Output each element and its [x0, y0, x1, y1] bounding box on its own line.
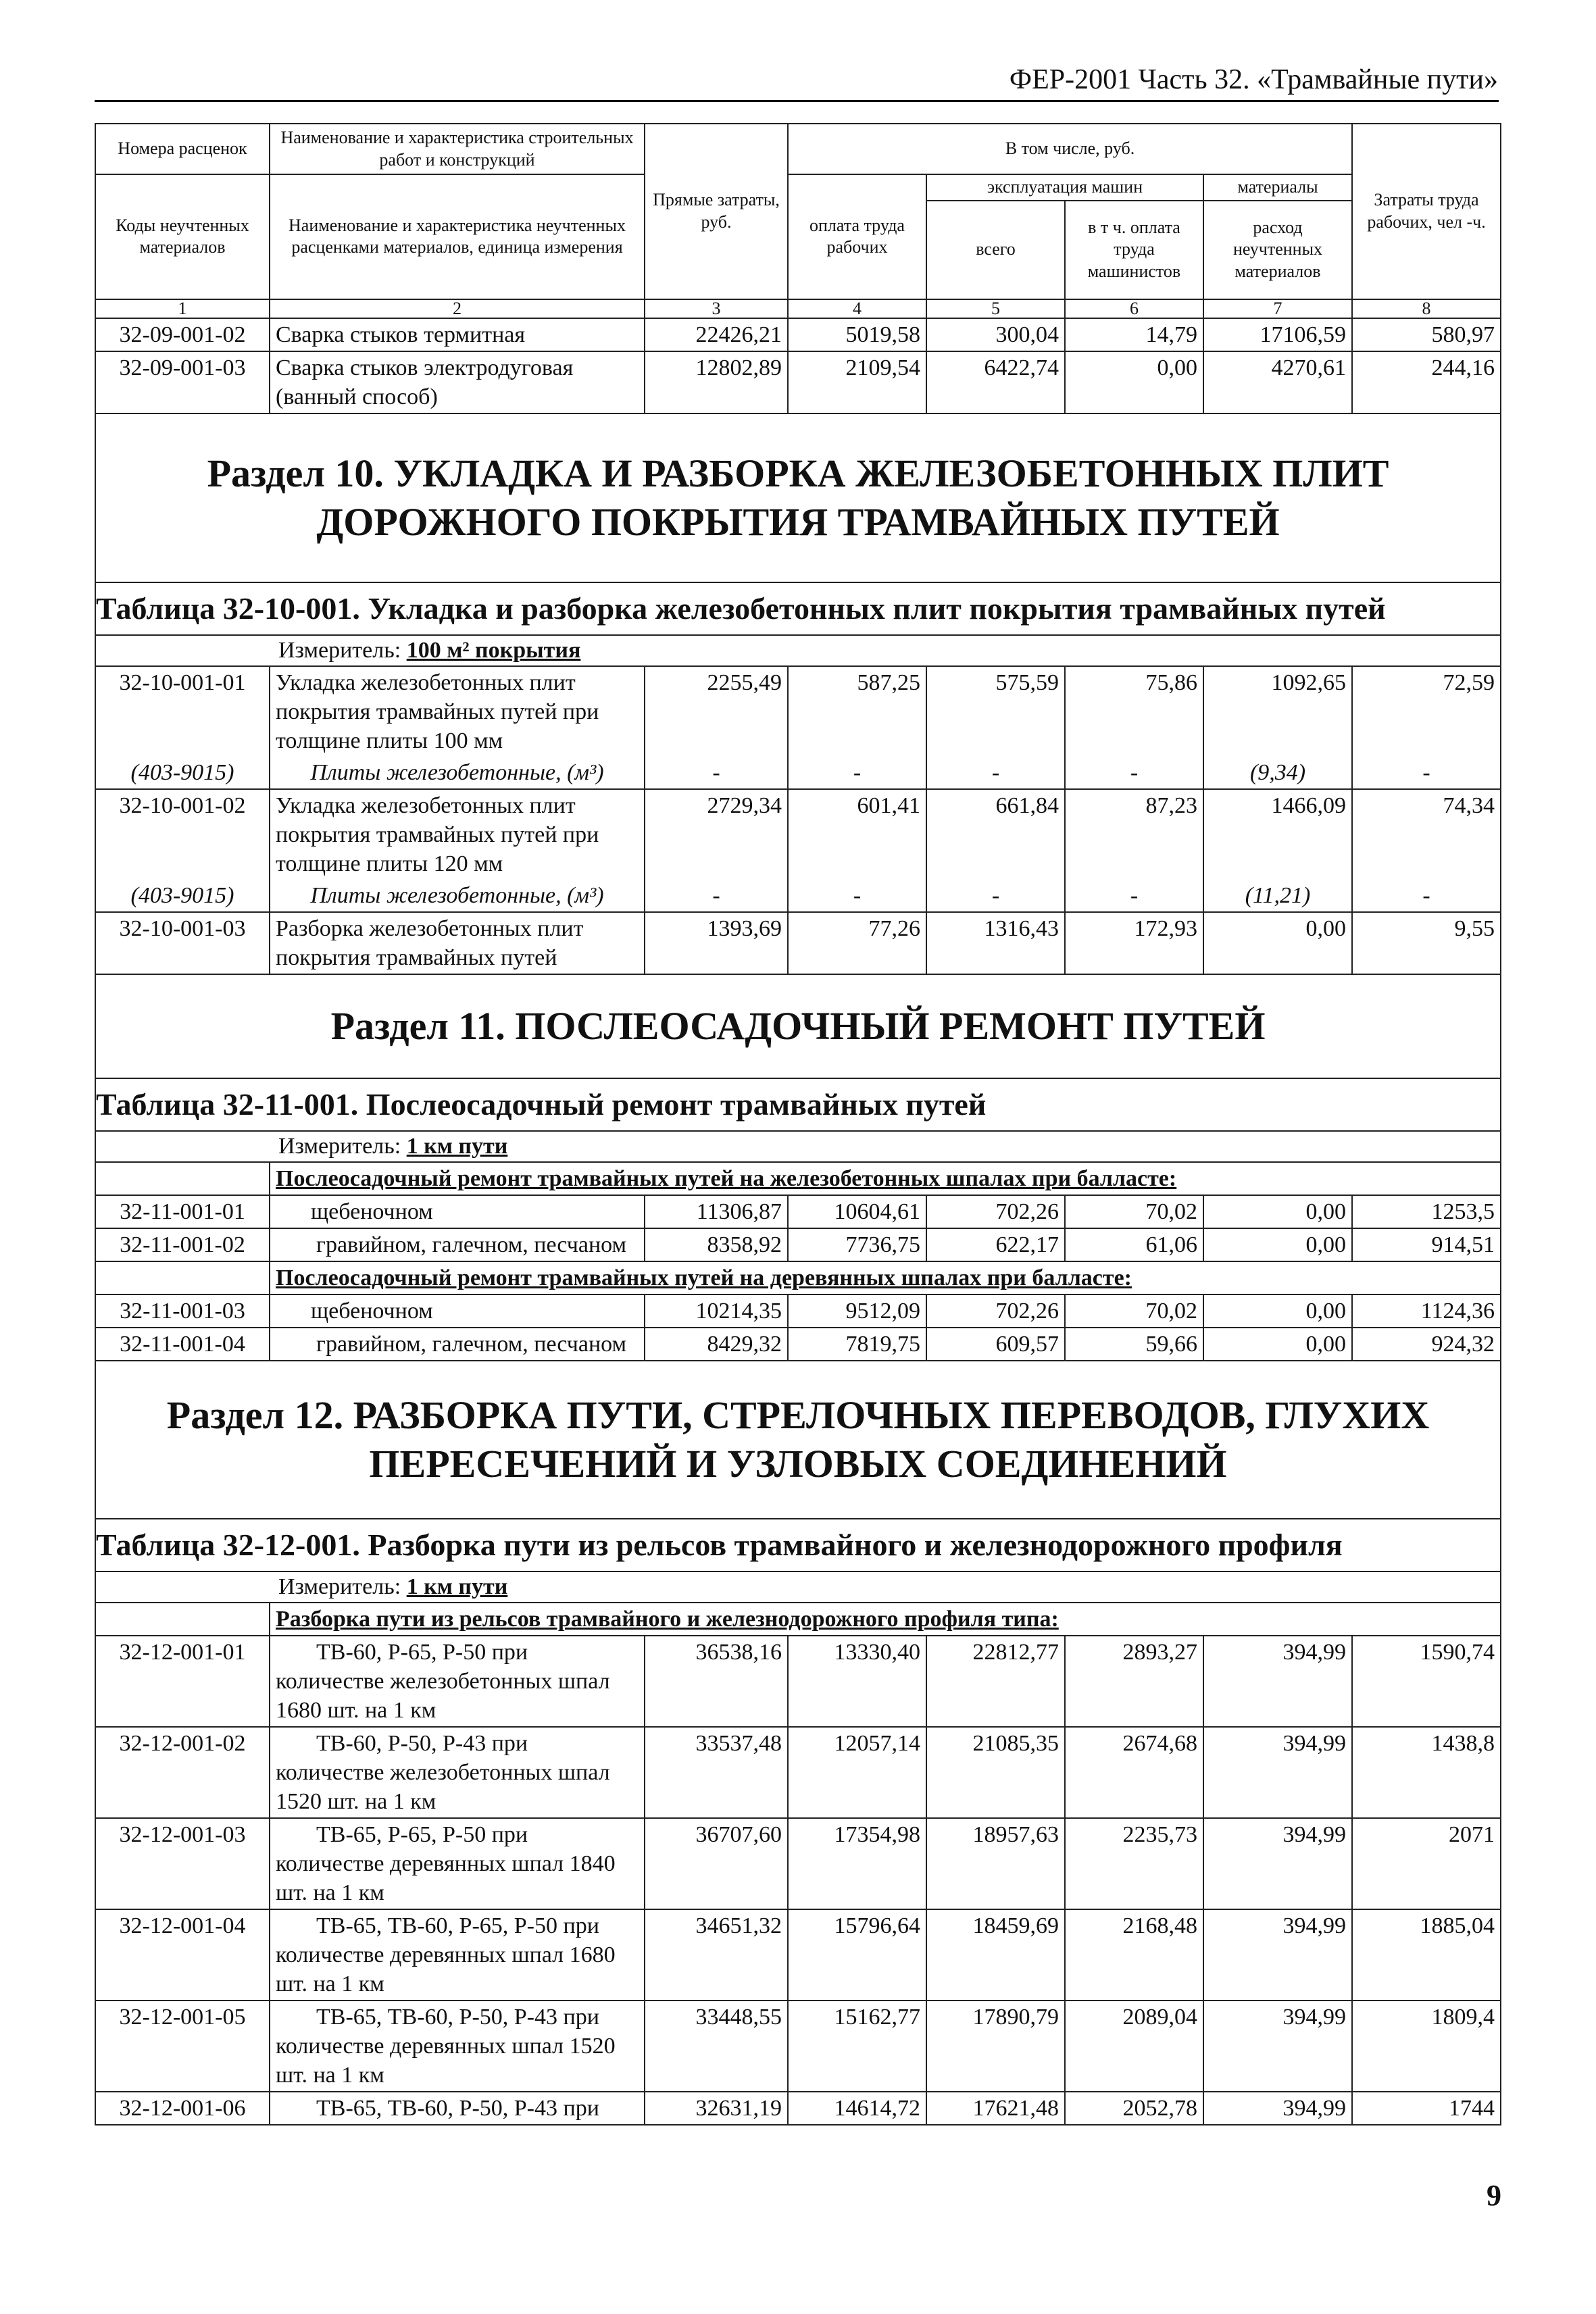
column-numbers [95, 299, 1501, 318]
table-header [95, 124, 1501, 299]
page-number: 9 [1487, 2179, 1501, 2212]
value-cell: 1744 [1352, 2092, 1501, 2125]
column-number: 2 [270, 299, 645, 318]
work-name: ТВ-65, ТВ-60, Р-50, Р-43 при [270, 2092, 645, 2125]
column-number: 4 [788, 299, 926, 318]
work-name: щебеночном [270, 1195, 645, 1228]
column-number: 3 [645, 299, 788, 318]
value-cell: 61,06 [1065, 1228, 1203, 1261]
value-cell: 10214,35 [645, 1294, 788, 1328]
value-cell: 244,16 [1352, 351, 1501, 413]
rate-code: 32-12-001-05 [95, 2001, 270, 2092]
table-title: Таблица 32-12-001. Разборка пути из рельсов трамвайного и железнодорожного профиля [95, 1519, 1501, 1571]
rate-code: 32-11-001-03 [95, 1294, 270, 1328]
rate-code: 32-11-001-01 [95, 1195, 270, 1228]
value-cell: 1466,09 [1203, 789, 1352, 880]
table-row [95, 318, 1501, 351]
value-cell: - [1065, 880, 1203, 912]
value-cell: - [1065, 757, 1203, 789]
work-name: гравийном, галечном, песчаном [270, 1328, 645, 1361]
value-cell: 9,55 [1352, 912, 1501, 974]
value-cell: 70,02 [1065, 1195, 1203, 1228]
rate-code: 32-09-001-02 [95, 318, 270, 351]
header-cell: Наименование и характеристика строительных работ и конструкций [270, 124, 645, 174]
rate-code: 32-10-001-01 [95, 666, 270, 757]
header-rule [95, 100, 1499, 102]
value-cell: 1092,65 [1203, 666, 1352, 757]
table-row [95, 1636, 1501, 1727]
value-cell: 587,25 [788, 666, 926, 757]
table-row [95, 789, 1501, 880]
value-cell: 72,59 [1352, 666, 1501, 757]
rate-code: 32-12-001-02 [95, 1727, 270, 1818]
value-cell: 21085,35 [926, 1727, 1065, 1818]
rate-code: 32-11-001-02 [95, 1228, 270, 1261]
material-name: Плиты железобетонные, (м³) [270, 880, 645, 912]
value-cell: 8429,32 [645, 1328, 788, 1361]
header-cell: Затраты труда рабочих, чел -ч. [1352, 124, 1501, 299]
rate-code: 32-10-001-03 [95, 912, 270, 974]
value-cell: 13330,40 [788, 1636, 926, 1727]
value-cell: 12057,14 [788, 1727, 926, 1818]
header-cell: эксплуатация машин [927, 175, 1203, 201]
value-cell: 75,86 [1065, 666, 1203, 757]
value-cell: 1885,04 [1352, 1909, 1501, 2001]
value-cell: - [788, 880, 926, 912]
group-caption: Послеосадочный ремонт трамвайных путей на деревянных шпалах при балласте: [270, 1261, 1501, 1294]
value-cell: 22812,77 [926, 1636, 1065, 1727]
header-cell: расход неучтенных материалов [1232, 217, 1323, 281]
value-cell: - [645, 757, 788, 789]
header-cell: Номера расценок [95, 124, 270, 174]
value-cell: 17890,79 [926, 2001, 1065, 2092]
work-name: Укладка железобетонных плит покрытия трамвайных путей при толщине плиты 100 мм [270, 666, 645, 757]
value-cell: 2071 [1352, 1818, 1501, 1909]
header-cell: Коды неучтенных материалов [95, 174, 270, 299]
value-cell: 2109,54 [788, 351, 926, 413]
table-row [95, 1328, 1501, 1361]
value-cell: 172,93 [1065, 912, 1203, 974]
table-row [95, 2092, 1501, 2125]
column-number: 5 [926, 299, 1065, 318]
table-row [95, 1195, 1501, 1228]
value-cell: 0,00 [1065, 351, 1203, 413]
norms-table [95, 123, 1501, 2126]
value-cell: 924,32 [1352, 1328, 1501, 1361]
work-name: Сварка стыков электродуговая (ванный способ) [270, 351, 645, 413]
value-cell: 394,99 [1203, 2092, 1352, 2125]
value-cell: 702,26 [926, 1195, 1065, 1228]
value-cell: 2235,73 [1065, 1818, 1203, 1909]
value-cell: 4270,61 [1203, 351, 1352, 413]
value-cell: 2089,04 [1065, 2001, 1203, 2092]
value-cell: 1590,74 [1352, 1636, 1501, 1727]
material-code: (403-9015) [95, 880, 270, 912]
value-cell: 22426,21 [645, 318, 788, 351]
machines-subheader [927, 175, 1203, 299]
measure-line [95, 1571, 1501, 1603]
value-cell: 1124,36 [1352, 1294, 1501, 1328]
value-cell: 2255,49 [645, 666, 788, 757]
column-number: 1 [95, 299, 270, 318]
table-row [95, 351, 1501, 413]
value-cell: 10604,61 [788, 1195, 926, 1228]
header-cell [1203, 174, 1352, 299]
value-cell: 59,66 [1065, 1328, 1203, 1361]
value-cell: 300,04 [926, 318, 1065, 351]
value-cell: 394,99 [1203, 1727, 1352, 1818]
work-name: ТВ-65, ТВ-60, Р-65, Р-50 при количестве деревянных шпал 1680 шт. на 1 км [270, 1909, 645, 2001]
value-cell: 77,26 [788, 912, 926, 974]
value-cell: 2052,78 [1065, 2092, 1203, 2125]
value-cell: 33537,48 [645, 1727, 788, 1818]
value-cell: 2893,27 [1065, 1636, 1203, 1727]
value-cell: 1253,5 [1352, 1195, 1501, 1228]
table-row [95, 1727, 1501, 1818]
rate-code: 32-12-001-03 [95, 1818, 270, 1909]
group-caption: Послеосадочный ремонт трамвайных путей на железобетонных шпалах при балласте: [270, 1162, 1501, 1195]
value-cell: 18459,69 [926, 1909, 1065, 2001]
value-cell: 914,51 [1352, 1228, 1501, 1261]
table-row [95, 666, 1501, 757]
table-title: Таблица 32-10-001. Укладка и разборка железобетонных плит покрытия трамвайных путей [95, 582, 1501, 635]
value-cell: 661,84 [926, 789, 1065, 880]
value-cell: 1316,43 [926, 912, 1065, 974]
value-cell: 74,34 [1352, 789, 1501, 880]
value-cell: 5019,58 [788, 318, 926, 351]
value-cell: 70,02 [1065, 1294, 1203, 1328]
measure-label: Измеритель: [278, 1133, 401, 1159]
header-cell: оплата труда рабочих [788, 174, 926, 299]
work-name: гравийном, галечном, песчаном [270, 1228, 645, 1261]
value-cell: 601,41 [788, 789, 926, 880]
header-cell: материалы [1204, 175, 1351, 201]
section11 [95, 974, 1501, 1162]
measure-label: Измеритель: [278, 637, 401, 663]
value-cell: 2674,68 [1065, 1727, 1203, 1818]
value-cell: 17354,98 [788, 1818, 926, 1909]
value-cell: 7819,75 [788, 1328, 926, 1361]
value-cell: - [926, 757, 1065, 789]
material-code: (403-9015) [95, 757, 270, 789]
work-name: щебеночном [270, 1294, 645, 1328]
header-cell: В том числе, руб. [788, 124, 1352, 174]
value-cell: 17621,48 [926, 2092, 1065, 2125]
table-title: Таблица 32-11-001. Послеосадочный ремонт трамвайных путей [95, 1078, 1501, 1131]
value-cell: 33448,55 [645, 2001, 788, 2092]
value-cell: 34651,32 [645, 1909, 788, 2001]
header-cell: Прямые затраты, руб. [645, 124, 788, 299]
value-cell: 11306,87 [645, 1195, 788, 1228]
table-row [95, 1909, 1501, 2001]
value-cell: 702,26 [926, 1294, 1065, 1328]
work-name: Укладка железобетонных плит покрытия трамвайных путей при толщине плиты 120 мм [270, 789, 645, 880]
value-cell: (9,34) [1203, 757, 1352, 789]
value-cell: 18957,63 [926, 1818, 1065, 1909]
header-cell: в т ч. оплата труда машинистов [1087, 217, 1181, 281]
value-cell: 0,00 [1203, 1228, 1352, 1261]
work-name: ТВ-65, ТВ-60, Р-50, Р-43 при количестве деревянных шпал 1520 шт. на 1 км [270, 2001, 645, 2092]
value-cell: 8358,92 [645, 1228, 788, 1261]
work-name: ТВ-60, Р-50, Р-43 при количестве железобетонных шпал 1520 шт. на 1 км [270, 1727, 645, 1818]
measure-label: Измеритель: [278, 1574, 401, 1599]
measure-value: 1 км пути [406, 1574, 508, 1599]
value-cell: 32631,19 [645, 2092, 788, 2125]
value-cell: 9512,09 [788, 1294, 926, 1328]
column-number: 8 [1352, 299, 1501, 318]
value-cell: 0,00 [1203, 912, 1352, 974]
value-cell: 1809,4 [1352, 2001, 1501, 2092]
value-cell: 394,99 [1203, 1818, 1352, 1909]
work-name: ТВ-60, Р-65, Р-50 при количестве железобетонных шпал 1680 шт. на 1 км [270, 1636, 645, 1727]
table-row [95, 2001, 1501, 2092]
section-title: Раздел 11. ПОСЛЕОСАДОЧНЫЙ РЕМОНТ ПУТЕЙ [95, 974, 1501, 1078]
group-caption: Разборка пути из рельсов трамвайного и железнодорожного профиля типа: [270, 1603, 1501, 1636]
work-name: ТВ-65, Р-65, Р-50 при количестве деревянных шпал 1840 шт. на 1 км [270, 1818, 645, 1909]
value-cell: 6422,74 [926, 351, 1065, 413]
section11-rows [95, 1162, 1501, 1361]
value-cell: - [1352, 880, 1501, 912]
column-number: 7 [1203, 299, 1352, 318]
header-cell [926, 174, 1203, 299]
materials-subheader [1204, 175, 1351, 299]
section10 [95, 413, 1501, 666]
table-row [95, 1818, 1501, 1909]
value-cell: 394,99 [1203, 2001, 1352, 2092]
value-cell: 575,59 [926, 666, 1065, 757]
value-cell: - [645, 880, 788, 912]
value-cell: 15162,77 [788, 2001, 926, 2092]
measure-line [95, 1131, 1501, 1162]
value-cell: 0,00 [1203, 1195, 1352, 1228]
header-cell: всего [927, 201, 1065, 299]
value-cell: 14,79 [1065, 318, 1203, 351]
measure-value: 100 м² покрытия [406, 637, 581, 663]
value-cell: 394,99 [1203, 1636, 1352, 1727]
table-row [95, 1228, 1501, 1261]
value-cell: 580,97 [1352, 318, 1501, 351]
value-cell: 36538,16 [645, 1636, 788, 1727]
value-cell: 87,23 [1065, 789, 1203, 880]
value-cell: - [926, 880, 1065, 912]
rate-code: 32-09-001-03 [95, 351, 270, 413]
rate-code: 32-12-001-06 [95, 2092, 270, 2125]
measure-value: 1 км пути [406, 1133, 508, 1159]
section10-rows [95, 666, 1501, 974]
column-number: 6 [1065, 299, 1203, 318]
value-cell: (11,21) [1203, 880, 1352, 912]
value-cell: 36707,60 [645, 1818, 788, 1909]
value-cell: 0,00 [1203, 1328, 1352, 1361]
value-cell: 14614,72 [788, 2092, 926, 2125]
value-cell: 15796,64 [788, 1909, 926, 2001]
material-row [95, 880, 1501, 912]
value-cell: 2729,34 [645, 789, 788, 880]
work-name: Сварка стыков термитная [270, 318, 645, 351]
section-title: Раздел 12. РАЗБОРКА ПУТИ, СТРЕЛОЧНЫХ ПЕРЕВОДОВ, ГЛУХИХ ПЕРЕСЕЧЕНИЙ И УЗЛОВЫХ СОЕДИНЕНИЙ [95, 1361, 1501, 1519]
value-cell: - [788, 757, 926, 789]
material-name: Плиты железобетонные, (м³) [270, 757, 645, 789]
value-cell: 2168,48 [1065, 1909, 1203, 2001]
section-title: Раздел 10. УКЛАДКА И РАЗБОРКА ЖЕЛЕЗОБЕТОННЫХ ПЛИТ ДОРОЖНОГО ПОКРЫТИЯ ТРАМВАЙНЫХ ПУТЕЙ [95, 413, 1501, 582]
value-cell: 12802,89 [645, 351, 788, 413]
section12 [95, 1361, 1501, 1603]
header-cell: Наименование и характеристика неучтенных расценками материалов, единица измерения [270, 174, 645, 299]
norms-document [95, 123, 1500, 2126]
table-row [95, 1294, 1501, 1328]
work-name: Разборка железобетонных плит покрытия трамвайных путей [270, 912, 645, 974]
rate-code: 32-12-001-04 [95, 1909, 270, 2001]
material-row [95, 757, 1501, 789]
value-cell: 7736,75 [788, 1228, 926, 1261]
measure-line [95, 635, 1501, 666]
section12-rows [95, 1603, 1501, 2125]
value-cell: 622,17 [926, 1228, 1065, 1261]
rate-code: 32-11-001-04 [95, 1328, 270, 1361]
value-cell: 1438,8 [1352, 1727, 1501, 1818]
running-header: ФЕР-2001 Часть 32. «Трамвайные пути» [1009, 64, 1498, 95]
rate-code: 32-10-001-02 [95, 789, 270, 880]
table-row [95, 912, 1501, 974]
value-cell: 1393,69 [645, 912, 788, 974]
value-cell: 0,00 [1203, 1294, 1352, 1328]
value-cell: 17106,59 [1203, 318, 1352, 351]
value-cell: 609,57 [926, 1328, 1065, 1361]
value-cell: 394,99 [1203, 1909, 1352, 2001]
section9-rows [95, 318, 1501, 413]
value-cell: - [1352, 757, 1501, 789]
rate-code: 32-12-001-01 [95, 1636, 270, 1727]
